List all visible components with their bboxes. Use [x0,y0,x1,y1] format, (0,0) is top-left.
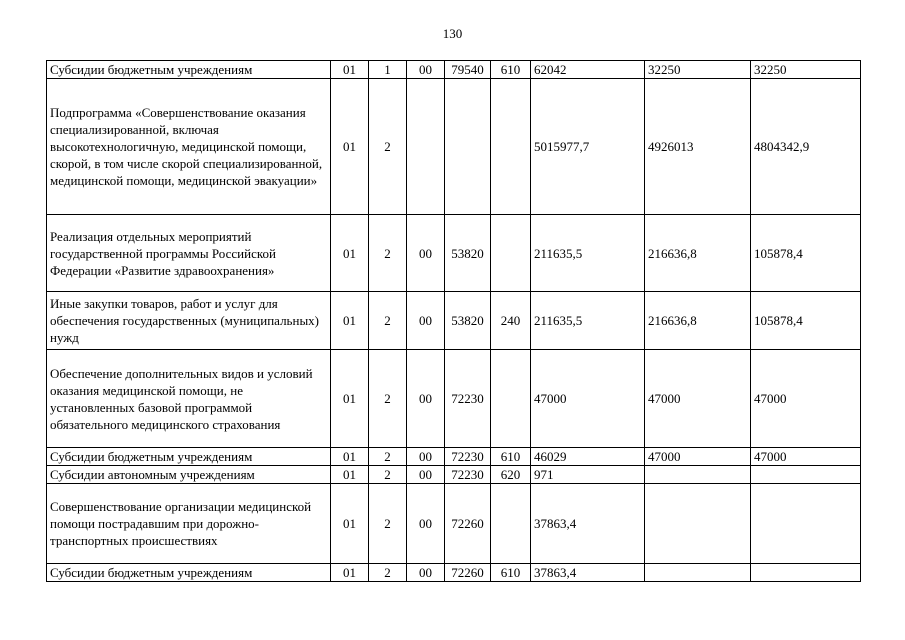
code-program: 1 [369,61,407,79]
code-program: 2 [369,292,407,350]
code-subprogram [407,79,445,215]
amount-year-3: 105878,4 [751,215,861,292]
table-row [47,292,861,350]
row-name: Подпрограмма «Совершенствование оказания специализированной, включая высокотехнологичную, медицинской помощи, скорой, в том числе скорой специализированной, медицинской помощи, медицинской эвакуации» [47,79,331,215]
code-subprogram: 00 [407,564,445,582]
amount-year-1: 62042 [531,61,645,79]
code-target: 53820 [445,292,491,350]
code-target [445,79,491,215]
code-program: 2 [369,448,407,466]
code-subprogram: 00 [407,292,445,350]
code-section: 01 [331,292,369,350]
row-name: Совершенствование организации медицинской помощи пострадавшим при дорожно-транспортных происшествиях [47,484,331,564]
amount-year-2: 47000 [645,448,751,466]
table-row [47,215,861,292]
amount-year-1: 47000 [531,350,645,448]
amount-year-2: 4926013 [645,79,751,215]
amount-year-3: 32250 [751,61,861,79]
code-expense-type [491,484,531,564]
amount-year-1: 211635,5 [531,215,645,292]
amount-year-2: 32250 [645,61,751,79]
code-subprogram: 00 [407,466,445,484]
table-row [47,484,861,564]
code-target: 72230 [445,350,491,448]
code-expense-type: 610 [491,61,531,79]
code-subprogram: 00 [407,215,445,292]
amount-year-2 [645,466,751,484]
code-target: 72260 [445,564,491,582]
code-section: 01 [331,484,369,564]
row-name: Реализация отдельных мероприятий государственной программы Российской Федерации «Развитие здравоохранения» [47,215,331,292]
code-expense-type [491,215,531,292]
code-subprogram: 00 [407,484,445,564]
row-name: Субсидии бюджетным учреждениям [47,61,331,79]
code-target: 79540 [445,61,491,79]
amount-year-1: 211635,5 [531,292,645,350]
row-name: Субсидии бюджетным учреждениям [47,564,331,582]
code-expense-type: 620 [491,466,531,484]
code-target: 72260 [445,484,491,564]
code-program: 2 [369,564,407,582]
row-name: Иные закупки товаров, работ и услуг для обеспечения государственных (муниципальных) нужд [47,292,331,350]
table-row [47,79,861,215]
code-program: 2 [369,350,407,448]
amount-year-3: 47000 [751,350,861,448]
row-name: Субсидии автономным учреждениям [47,466,331,484]
amount-year-3 [751,484,861,564]
row-name: Обеспечение дополнительных видов и условий оказания медицинской помощи, не установленных базовой программой обязательного медицинского страхования [47,350,331,448]
amount-year-2: 47000 [645,350,751,448]
amount-year-3: 47000 [751,448,861,466]
amount-year-1: 46029 [531,448,645,466]
amount-year-3: 4804342,9 [751,79,861,215]
amount-year-2 [645,564,751,582]
code-target: 53820 [445,215,491,292]
code-expense-type [491,350,531,448]
code-section: 01 [331,79,369,215]
code-target: 72230 [445,448,491,466]
amount-year-3: 105878,4 [751,292,861,350]
amount-year-2 [645,484,751,564]
amount-year-1: 971 [531,466,645,484]
code-program: 2 [369,466,407,484]
table-row [47,466,861,484]
code-expense-type: 240 [491,292,531,350]
row-name: Субсидии бюджетным учреждениям [47,448,331,466]
code-program: 2 [369,79,407,215]
code-expense-type [491,79,531,215]
table-row [47,350,861,448]
amount-year-1: 37863,4 [531,484,645,564]
code-program: 2 [369,484,407,564]
code-section: 01 [331,215,369,292]
code-section: 01 [331,350,369,448]
page-number: 130 [442,26,463,41]
code-subprogram: 00 [407,448,445,466]
code-subprogram: 00 [407,350,445,448]
code-expense-type: 610 [491,448,531,466]
code-section: 01 [331,564,369,582]
amount-year-1: 37863,4 [531,564,645,582]
table-row [47,61,861,79]
code-section: 01 [331,466,369,484]
amount-year-1: 5015977,7 [531,79,645,215]
amount-year-2: 216636,8 [645,292,751,350]
table-row [47,564,861,582]
code-section: 01 [331,448,369,466]
code-subprogram: 00 [407,61,445,79]
amount-year-3 [751,564,861,582]
code-program: 2 [369,215,407,292]
budget-table [46,60,861,582]
amount-year-2: 216636,8 [645,215,751,292]
code-expense-type: 610 [491,564,531,582]
table-row [47,448,861,466]
amount-year-3 [751,466,861,484]
code-section: 01 [331,61,369,79]
code-target: 72230 [445,466,491,484]
